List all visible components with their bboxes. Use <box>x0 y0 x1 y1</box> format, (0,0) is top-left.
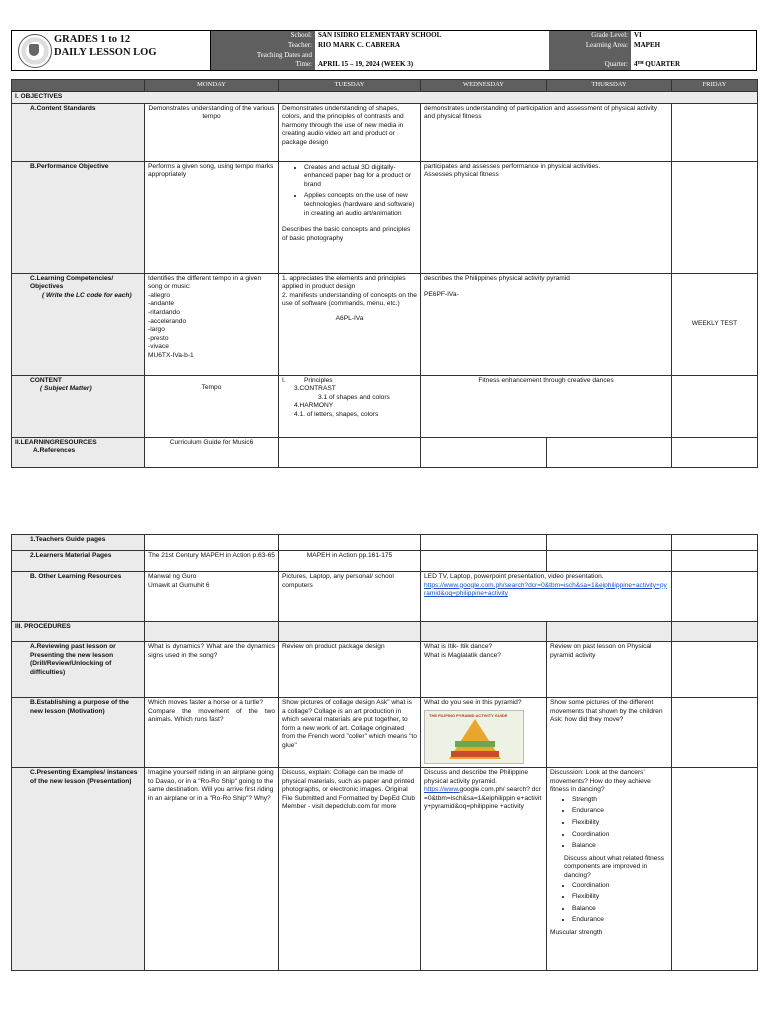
pyramid-band <box>455 741 495 747</box>
other-wed-text: LED TV, Laptop, powerpoint presentation, video presentation. <box>424 573 604 580</box>
quarter-label: Quarter: <box>549 51 631 70</box>
day-thursday: THURSDAY <box>547 80 672 92</box>
presentation-label: C.Presenting Examples/ instances of the new lesson (Presentation) <box>12 768 145 971</box>
fitness-item: • Strength <box>572 796 668 805</box>
content-fri <box>672 375 758 437</box>
fitness-item: • Coordination <box>572 831 668 840</box>
lm-mon: The 21st Century MAPEH in Action p.63-65 <box>145 551 279 572</box>
performance-mon: Performs a given song, using tempo marks appropriately <box>145 161 279 273</box>
area-value: MAPEH <box>631 41 756 51</box>
competencies-mon <box>145 273 279 375</box>
presentation-thu-intro: Discussion: Look at the dancers' movements? How do they achieve fitness in dancing? <box>550 769 651 794</box>
content-tue-line: 3.CONTRAST <box>294 385 336 393</box>
fitness-list-1 <box>550 796 668 851</box>
presentation-row <box>12 768 758 971</box>
content-tue <box>279 375 421 437</box>
content-standards-mon: Demonstrates understanding of the various tempo <box>145 103 279 161</box>
other-tue: Pictures, Laptop, any personal/ school computers <box>279 572 421 622</box>
lm-tue: MAPEH in Action pp.161-175 <box>279 551 421 572</box>
review-row <box>12 642 758 698</box>
motivation-wed <box>421 698 547 768</box>
performance-fri <box>672 161 758 273</box>
review-wed-line: What is Itik- Itik dance? <box>424 643 493 650</box>
pyramid-image-title: THE FILIPINO PYRAMID ACTIVITY GUIDE <box>429 712 508 718</box>
tg-wed <box>421 535 547 551</box>
presentation-wed-link[interactable]: https://www. <box>424 786 460 794</box>
performance-wed-line: Assesses physical fitness <box>424 171 499 179</box>
competencies-row <box>12 273 758 375</box>
motivation-mon <box>145 698 279 768</box>
day-friday: FRIDAY <box>672 80 758 92</box>
tempo-code: MU6TX-IVa-b-1 <box>148 351 194 359</box>
competencies-wed-text: describes the Philippines physical activity pyramid <box>424 274 570 282</box>
review-label: A.Reviewing past lesson or Presenting the new lesson (Drill/Review/Unlocking of difficulties) <box>12 642 145 698</box>
references-fri <box>672 437 758 467</box>
content-standards-fri <box>672 103 758 161</box>
other-wed <box>421 572 672 622</box>
references-thu <box>547 437 672 467</box>
competencies-label <box>12 273 145 375</box>
performance-row <box>12 161 758 273</box>
school-value: SAN ISIDRO ELEMENTARY SCHOOL <box>315 31 549 41</box>
tg-tue <box>279 535 421 551</box>
content-label-sub: ( Subject Matter) <box>40 385 92 393</box>
procedures-label: III. PROCEDURES <box>12 622 145 642</box>
competencies-wed <box>421 273 672 375</box>
review-mon: What is dynamics? What are the dynamics signs used in the song? <box>145 642 279 698</box>
doc-title-line2: DAILY LESSON LOG <box>54 47 157 58</box>
other-resources-row <box>12 572 758 622</box>
content-tue-line: 4.HARMONY <box>294 402 334 410</box>
motivation-wed-question: What do you see in this pyramid? <box>424 699 522 706</box>
other-mon-line: Umawit at Gumuhit 6 <box>148 581 210 589</box>
presentation-wed-text: Discuss and describe the Philippine physical activity pyramid. <box>424 769 529 785</box>
performance-tue-item: • Creates and actual 3D digitally-enhanced paper bag for a product or brand <box>304 164 417 190</box>
content-label-main: CONTENT <box>30 376 62 384</box>
day-wednesday: WEDNESDAY <box>421 80 547 92</box>
presentation-wed <box>421 768 547 971</box>
competencies-fri: WEEKLY TEST <box>672 273 758 375</box>
competencies-tue-code: A6PL-IVa <box>335 314 364 322</box>
competencies-tue-item: 2. manifests understanding of concepts on the use of software (commands, menu, etc.) <box>282 291 417 308</box>
motivation-thu <box>547 698 672 768</box>
motivation-row <box>12 698 758 768</box>
lesson-table-page2 <box>11 534 758 971</box>
tempo-item: -ritardando <box>148 308 180 316</box>
presentation-tue: Discuss, explain: Collage can be made of physical materials, such as paper and printed photographs, or electronic images. Original File Submitted and Formatted by DepEd Club Member - visit depedclub.com for more <box>279 768 421 971</box>
resources-label <box>12 437 145 467</box>
presentation-fri <box>672 768 758 971</box>
competencies-wed-code: PE6PF-IVa- <box>424 291 459 299</box>
presentation-mon: Imagine yourself riding in an airplane going to Davao, or in a "Ro-Ro Ship" going to the same destination. Will you arrive first riding in an airplane or in a "Ro-Ro Ship"? Why? <box>145 768 279 971</box>
motivation-label: B.Establishing a purpose of the new lesson (Motivation) <box>12 698 145 768</box>
teacher-value: RIO MARK C. CABRERA <box>315 41 549 51</box>
content-label <box>12 375 145 437</box>
tempo-item: -allegro <box>148 291 170 299</box>
teachers-guide-row <box>12 535 758 551</box>
references-label: A.References <box>33 447 76 455</box>
tempo-item: -presto <box>148 334 169 342</box>
tg-thu <box>547 535 672 551</box>
content-tue-line: 4.1. of letters, shapes, colors <box>294 410 379 418</box>
presentation-wed-url-rest: google.com.ph/ search? dcr=0&tbm=isch&sa=1&eiphilippin e+activity+pyramid&oq=philippine +activity <box>424 786 542 811</box>
references-row <box>12 437 758 467</box>
competencies-mon-intro: Identifies the different tempo in a given song or music: <box>148 274 262 291</box>
deped-seal-icon <box>18 34 52 68</box>
day-monday: MONDAY <box>145 80 279 92</box>
proc-mon <box>145 622 279 642</box>
area-label: Learning Area: <box>549 41 631 51</box>
resources-section: II.LEARNINGRESOURCES <box>15 438 97 446</box>
other-mon <box>145 572 279 622</box>
teacher-label: Teacher: <box>211 41 315 51</box>
procedures-section-row <box>12 622 758 642</box>
performance-tue-list <box>282 164 417 219</box>
doc-title-line1: GRADES 1 to 12 <box>54 34 131 45</box>
tg-fri <box>672 535 758 551</box>
fitness-item: • Balance <box>572 905 668 914</box>
performance-wed-line: participates and assesses performance in physical activities. <box>424 162 601 170</box>
fitness-item: • Coordination <box>572 882 668 891</box>
content-standards-label: A.Content Standards <box>12 103 145 161</box>
competencies-tue-item: 1. appreciates the elements and principles applied in product design <box>282 274 406 291</box>
activity-pyramid-image <box>424 710 524 764</box>
review-tue: Review on product package design <box>279 642 421 698</box>
review-wed <box>421 642 547 698</box>
lesson-log-header <box>11 30 757 71</box>
dates-label-line2: Time: <box>295 60 312 68</box>
other-resources-label: B. Other Learning Resources <box>12 572 145 622</box>
fitness-item: • Flexibility <box>572 819 668 828</box>
proc-tue <box>279 622 421 642</box>
references-wed <box>421 437 547 467</box>
lm-thu <box>547 551 672 572</box>
performance-tue <box>279 161 421 273</box>
logo-area <box>12 31 211 70</box>
content-tue-line: I. Principles <box>282 376 333 384</box>
objectives-section-row <box>12 92 758 104</box>
fitness-list-2 <box>550 882 668 925</box>
content-standards-wed: demonstrates understanding of participation and assessment of physical activity and physical fitness <box>421 103 672 161</box>
motivation-mon-line: Compare the movement of the two animals. Which runs fast? <box>148 707 275 724</box>
motivation-thu-line: Show some pictures of the different movements that shown by the children <box>550 699 663 715</box>
learners-material-row <box>12 551 758 572</box>
performance-tue-item: • Applies concepts on the use of new technologies (hardware and software) in creating an audio art/animation <box>304 192 417 218</box>
content-wed: Fitness enhancement through creative dances <box>421 375 672 437</box>
references-mon: Curriculum Guide for Music6 <box>145 437 279 467</box>
proc-wed <box>421 622 547 642</box>
tempo-item: -vivace <box>148 343 169 351</box>
review-fri <box>672 642 758 698</box>
dates-label <box>211 51 315 70</box>
learners-material-label: 2.Learners Material Pages <box>12 551 145 572</box>
objectives-section-label: I. OBJECTIVES <box>12 92 758 104</box>
competencies-tue <box>279 273 421 375</box>
pyramid-search-link[interactable]: https://www.google.com.ph/search?dcr=0&tbm=isch&sa=1&eiphilippine+activity+pyramid&oq=philippine+activity <box>424 581 667 598</box>
proc-fri <box>672 622 758 642</box>
review-wed-line: What is Maglalatik dance? <box>424 651 501 659</box>
lm-fri <box>672 551 758 572</box>
fitness-item: • Balance <box>572 842 668 851</box>
content-row <box>12 375 758 437</box>
tg-mon <box>145 535 279 551</box>
performance-label: B.Performance Objective <box>12 161 145 273</box>
competencies-label-sub: ( Write the LC code for each) <box>42 291 132 299</box>
quarter-value: 4ᵀᴴ QUARTER <box>631 51 756 70</box>
proc-thu <box>547 622 672 642</box>
motivation-thu-line: Ask: how did they move? <box>550 716 624 724</box>
references-tue <box>279 437 421 467</box>
fitness-item: • Flexibility <box>572 893 668 902</box>
presentation-thu <box>547 768 672 971</box>
pyramid-band <box>451 751 499 757</box>
day-tuesday: TUESDAY <box>279 80 421 92</box>
content-mon: Tempo <box>145 375 279 437</box>
lesson-table-page1 <box>11 79 758 468</box>
school-label: School: <box>211 31 315 41</box>
other-fri <box>672 572 758 622</box>
day-header-row <box>12 80 758 92</box>
content-standards-row <box>12 103 758 161</box>
motivation-fri <box>672 698 758 768</box>
grade-value: VI <box>631 31 756 41</box>
tempo-item: -largo <box>148 326 165 334</box>
motivation-mon-line: Which moves faster a horse or a turtle? <box>148 699 264 706</box>
dates-value: APRIL 15 – 19, 2024 (WEEK 3) <box>315 51 549 70</box>
grade-label: Grade Level: <box>549 31 631 41</box>
content-tue-line: 3.1 of shapes and colors <box>318 393 390 401</box>
content-standards-tue: Demonstrates understanding of shapes, colors, and the principles of contrasts and harmony through the use of new media in creating audio video art and product or package design <box>279 103 421 161</box>
competencies-label-main: C.Learning Competencies/ Objectives <box>30 274 114 291</box>
tempo-item: -andante <box>148 300 175 308</box>
other-mon-line: Manwal ng Guro <box>148 573 197 580</box>
performance-tue-note: Describes the basic concepts and principles of basic photography <box>282 226 411 242</box>
performance-wed <box>421 161 672 273</box>
dates-label-line1: Teaching Dates and <box>256 51 312 59</box>
corner-cell <box>12 80 145 92</box>
fitness-item: • Endurance <box>572 916 668 925</box>
lm-wed <box>421 551 547 572</box>
presentation-wed-url <box>424 786 543 812</box>
motivation-tue: Show pictures of collage design Ask" what is a collage? Collage is an art production in which several materials are put together, to form a new work of art. Collage originated from the French word "coller" which means "to glue" <box>279 698 421 768</box>
fitness-item: • Endurance <box>572 807 668 816</box>
review-thu: Review on past lesson on Physical pyramid activity <box>547 642 672 698</box>
presentation-thu-mid: Discuss about what related fitness components are improved in dancing? <box>564 854 665 879</box>
tempo-item: -accelerando <box>148 317 187 325</box>
presentation-thu-end: Muscular strength <box>550 928 603 936</box>
teachers-guide-label: 1.Teachers Guide pages <box>12 535 145 551</box>
